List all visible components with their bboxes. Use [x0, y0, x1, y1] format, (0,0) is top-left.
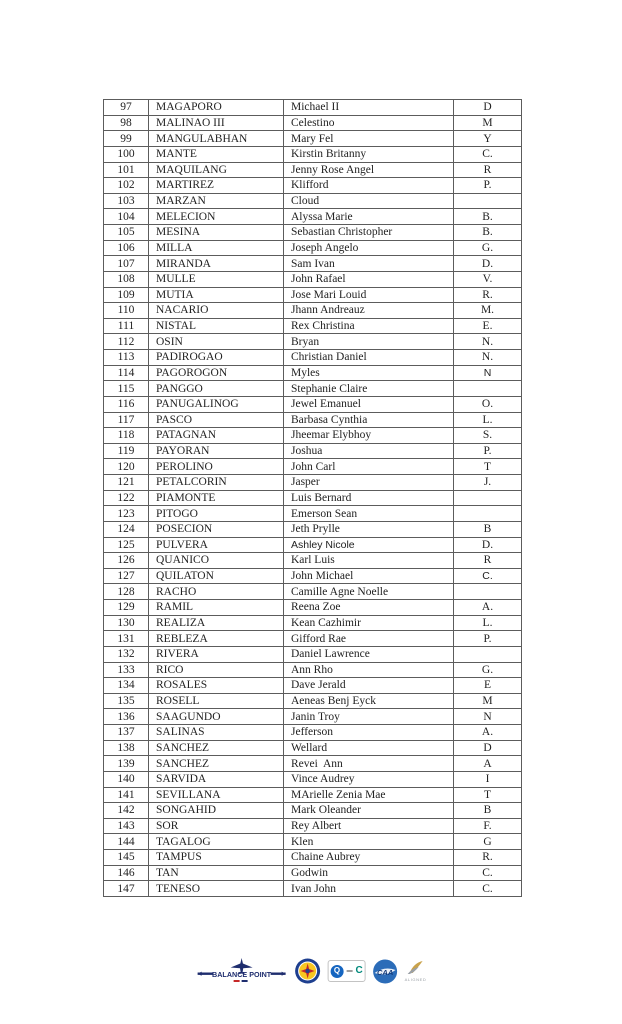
cell-first-name: Revei Ann	[284, 756, 454, 772]
table-row	[104, 568, 522, 584]
cell-middle-initial: G.	[454, 240, 522, 256]
cell-first-name: Kean Cazhimir	[284, 615, 454, 631]
cell-first-name: Godwin	[284, 865, 454, 881]
cell-first-name: MArielle Zenia Mae	[284, 787, 454, 803]
quality-cert-icon: Q	[330, 965, 343, 978]
cell-middle-initial: V.	[454, 271, 522, 287]
cell-first-name: Chaine Aubrey	[284, 850, 454, 866]
cell-surname: SALINAS	[149, 725, 284, 741]
cell-number: 132	[104, 646, 149, 662]
table-row	[104, 225, 522, 241]
cell-first-name: Jewel Emanuel	[284, 396, 454, 412]
conformity-cert-icon: C	[355, 965, 363, 976]
table-row	[104, 271, 522, 287]
cell-first-name: Jeth Prylle	[284, 521, 454, 537]
cell-first-name: Jefferson	[284, 725, 454, 741]
cell-surname: REALIZA	[149, 615, 284, 631]
cell-number: 109	[104, 287, 149, 303]
cell-middle-initial: B	[454, 803, 522, 819]
cell-number: 105	[104, 225, 149, 241]
table-row	[104, 381, 522, 397]
cell-surname: MAQUILANG	[149, 162, 284, 178]
cell-surname: PATAGNAN	[149, 428, 284, 444]
cell-first-name: Jenny Rose Angel	[284, 162, 454, 178]
table-row	[104, 318, 522, 334]
table-row	[104, 834, 522, 850]
cell-middle-initial: I	[454, 771, 522, 787]
cell-middle-initial: J.	[454, 475, 522, 491]
table-row	[104, 693, 522, 709]
cell-first-name: Barbasa Cynthia	[284, 412, 454, 428]
airplane-icon	[196, 957, 288, 985]
cell-first-name: John Rafael	[284, 271, 454, 287]
cell-middle-initial: D.	[454, 256, 522, 272]
cell-middle-initial: T	[454, 787, 522, 803]
cell-surname: MUTIA	[149, 287, 284, 303]
table-row	[104, 287, 522, 303]
cell-number: 139	[104, 756, 149, 772]
cell-middle-initial: Y	[454, 131, 522, 147]
cell-middle-initial: A.	[454, 600, 522, 616]
cell-first-name: Ashley Nicole	[284, 537, 454, 553]
cell-middle-initial: D.	[454, 537, 522, 553]
cell-first-name: Gifford Rae	[284, 631, 454, 647]
cell-first-name: Daniel Lawrence	[284, 646, 454, 662]
cell-first-name: Klifford	[284, 178, 454, 194]
cell-middle-initial: R	[454, 553, 522, 569]
cell-first-name: Myles	[284, 365, 454, 381]
cell-first-name: Kirstin Britanny	[284, 146, 454, 162]
cell-first-name: John Carl	[284, 459, 454, 475]
cell-middle-initial: R	[454, 162, 522, 178]
cell-surname: MANTE	[149, 146, 284, 162]
cell-middle-initial: N	[454, 365, 522, 381]
cell-surname: TENESO	[149, 881, 284, 897]
table-row	[104, 740, 522, 756]
table-row	[104, 881, 522, 897]
cell-surname: PIAMONTE	[149, 490, 284, 506]
cell-number: 102	[104, 178, 149, 194]
cell-surname: MILLA	[149, 240, 284, 256]
cell-first-name: Janin Troy	[284, 709, 454, 725]
table-row	[104, 131, 522, 147]
cell-middle-initial: R.	[454, 850, 522, 866]
cell-middle-initial: D	[454, 740, 522, 756]
cell-first-name: Aeneas Benj Eyck	[284, 693, 454, 709]
cell-middle-initial: M	[454, 115, 522, 131]
cell-number: 137	[104, 725, 149, 741]
cell-surname: REBLEZA	[149, 631, 284, 647]
table-row	[104, 334, 522, 350]
cell-surname: SONGAHID	[149, 803, 284, 819]
cell-surname: NISTAL	[149, 318, 284, 334]
cell-first-name: Sebastian Christopher	[284, 225, 454, 241]
balance-point-logo	[196, 957, 288, 985]
cell-first-name: Mark Oleander	[284, 803, 454, 819]
cell-middle-initial: C.	[454, 568, 522, 584]
cell-number: 122	[104, 490, 149, 506]
table-row	[104, 615, 522, 631]
cell-number: 100	[104, 146, 149, 162]
cell-first-name: Bryan	[284, 334, 454, 350]
cell-first-name: Luis Bernard	[284, 490, 454, 506]
cell-first-name: Cloud	[284, 193, 454, 209]
table-row	[104, 584, 522, 600]
cell-middle-initial: C.	[454, 146, 522, 162]
cell-number: 106	[104, 240, 149, 256]
cell-surname: SANCHEZ	[149, 740, 284, 756]
cell-surname: SARVIDA	[149, 771, 284, 787]
cell-middle-initial: E.	[454, 318, 522, 334]
cell-middle-initial: B.	[454, 225, 522, 241]
table-row	[104, 193, 522, 209]
cell-number: 125	[104, 537, 149, 553]
cell-surname: QUANICO	[149, 553, 284, 569]
cell-surname: RICO	[149, 662, 284, 678]
cell-number: 103	[104, 193, 149, 209]
cell-surname: PEROLINO	[149, 459, 284, 475]
cell-middle-initial: C.	[454, 865, 522, 881]
table-row	[104, 365, 522, 381]
cell-middle-initial	[454, 506, 522, 522]
cell-first-name: Celestino	[284, 115, 454, 131]
cell-surname: TAGALOG	[149, 834, 284, 850]
cell-first-name: Alyssa Marie	[284, 209, 454, 225]
cell-surname: MAGAPORO	[149, 100, 284, 116]
cell-surname: MALINAO III	[149, 115, 284, 131]
cell-surname: PANUGALINOG	[149, 396, 284, 412]
cell-middle-initial: M	[454, 693, 522, 709]
cell-surname: RACHO	[149, 584, 284, 600]
cell-surname: SAAGUNDO	[149, 709, 284, 725]
cell-first-name: Mary Fel	[284, 131, 454, 147]
roster-table-body	[104, 100, 522, 897]
caa-logo	[373, 959, 398, 984]
cell-middle-initial: G	[454, 834, 522, 850]
cell-surname: PASCO	[149, 412, 284, 428]
cell-middle-initial	[454, 584, 522, 600]
cell-first-name: Joseph Angelo	[284, 240, 454, 256]
caa-label: CAA	[376, 967, 394, 977]
cell-number: 141	[104, 787, 149, 803]
roster-table	[103, 99, 522, 897]
cell-surname: MANGULABHAN	[149, 131, 284, 147]
cell-surname: SOR	[149, 818, 284, 834]
cell-number: 111	[104, 318, 149, 334]
cell-middle-initial: B.	[454, 209, 522, 225]
cell-first-name: Rex Christina	[284, 318, 454, 334]
table-row	[104, 600, 522, 616]
table-row	[104, 756, 522, 772]
cell-surname: PADIROGAO	[149, 350, 284, 366]
table-row	[104, 662, 522, 678]
cell-first-name: Rey Albert	[284, 818, 454, 834]
table-row	[104, 490, 522, 506]
cell-surname: RAMIL	[149, 600, 284, 616]
cell-first-name: John Michael	[284, 568, 454, 584]
table-row	[104, 412, 522, 428]
cell-surname: ROSELL	[149, 693, 284, 709]
cell-surname: MELECION	[149, 209, 284, 225]
cell-number: 130	[104, 615, 149, 631]
cell-number: 140	[104, 771, 149, 787]
table-row	[104, 725, 522, 741]
cell-number: 131	[104, 631, 149, 647]
cell-surname: PITOGO	[149, 506, 284, 522]
cell-number: 147	[104, 881, 149, 897]
cell-first-name: Joshua	[284, 443, 454, 459]
cell-number: 113	[104, 350, 149, 366]
cell-middle-initial	[454, 490, 522, 506]
cell-number: 104	[104, 209, 149, 225]
cell-number: 108	[104, 271, 149, 287]
cell-number: 99	[104, 131, 149, 147]
table-row	[104, 865, 522, 881]
table-row	[104, 506, 522, 522]
cell-middle-initial: G.	[454, 662, 522, 678]
cell-surname: QUILATON	[149, 568, 284, 584]
table-row	[104, 553, 522, 569]
table-row	[104, 178, 522, 194]
government-seal-icon	[295, 958, 321, 984]
certification-marks	[328, 960, 366, 982]
cell-surname: SEVILLANA	[149, 787, 284, 803]
cell-surname: SANCHEZ	[149, 756, 284, 772]
cell-middle-initial: R.	[454, 287, 522, 303]
table-row	[104, 459, 522, 475]
cell-number: 138	[104, 740, 149, 756]
cell-number: 136	[104, 709, 149, 725]
cell-surname: MULLE	[149, 271, 284, 287]
table-row	[104, 475, 522, 491]
bird-icon	[406, 960, 424, 976]
table-row	[104, 521, 522, 537]
cell-middle-initial: C.	[454, 881, 522, 897]
cell-first-name: Jose Mari Louid	[284, 287, 454, 303]
table-row	[104, 537, 522, 553]
cell-middle-initial: N.	[454, 350, 522, 366]
cell-number: 114	[104, 365, 149, 381]
cell-surname: OSIN	[149, 334, 284, 350]
cell-surname: NACARIO	[149, 303, 284, 319]
cell-number: 146	[104, 865, 149, 881]
cell-number: 110	[104, 303, 149, 319]
table-row	[104, 303, 522, 319]
cell-number: 117	[104, 412, 149, 428]
cell-surname: PAYORAN	[149, 443, 284, 459]
table-row	[104, 818, 522, 834]
cell-number: 127	[104, 568, 149, 584]
table-row	[104, 631, 522, 647]
cell-first-name: Dave Jerald	[284, 678, 454, 694]
cell-surname: TAN	[149, 865, 284, 881]
cell-middle-initial: E	[454, 678, 522, 694]
cell-number: 112	[104, 334, 149, 350]
cell-number: 144	[104, 834, 149, 850]
cell-middle-initial: S.	[454, 428, 522, 444]
cell-number: 128	[104, 584, 149, 600]
cell-middle-initial: L.	[454, 615, 522, 631]
table-row	[104, 443, 522, 459]
cell-middle-initial	[454, 381, 522, 397]
cell-number: 129	[104, 600, 149, 616]
cell-number: 134	[104, 678, 149, 694]
table-row	[104, 100, 522, 116]
cell-middle-initial: O.	[454, 396, 522, 412]
cell-first-name: Jhann Andreauz	[284, 303, 454, 319]
cell-middle-initial: A	[454, 756, 522, 772]
cell-middle-initial: N.	[454, 334, 522, 350]
table-row	[104, 803, 522, 819]
cell-middle-initial	[454, 646, 522, 662]
cell-first-name: Camille Agne Noelle	[284, 584, 454, 600]
cell-number: 135	[104, 693, 149, 709]
cell-first-name: Jheemar Elybhoy	[284, 428, 454, 444]
table-row	[104, 209, 522, 225]
table-row	[104, 678, 522, 694]
cell-surname: MIRANDA	[149, 256, 284, 272]
cell-middle-initial: B	[454, 521, 522, 537]
cell-first-name: Karl Luis	[284, 553, 454, 569]
cell-number: 97	[104, 100, 149, 116]
cell-surname: POSECION	[149, 521, 284, 537]
cell-number: 145	[104, 850, 149, 866]
table-row	[104, 115, 522, 131]
cell-surname: ROSALES	[149, 678, 284, 694]
cell-number: 101	[104, 162, 149, 178]
cell-surname: PETALCORIN	[149, 475, 284, 491]
cell-first-name: Stephanie Claire	[284, 381, 454, 397]
cell-middle-initial	[454, 193, 522, 209]
table-row	[104, 146, 522, 162]
cert-divider	[346, 970, 352, 972]
cell-middle-initial: L.	[454, 412, 522, 428]
cell-first-name: Wellard	[284, 740, 454, 756]
cell-first-name: Sam Ivan	[284, 256, 454, 272]
cell-number: 119	[104, 443, 149, 459]
cell-number: 142	[104, 803, 149, 819]
cell-first-name: Klen	[284, 834, 454, 850]
cell-number: 98	[104, 115, 149, 131]
cell-number: 116	[104, 396, 149, 412]
table-row	[104, 646, 522, 662]
cell-first-name: Ann Rho	[284, 662, 454, 678]
cell-surname: RIVERA	[149, 646, 284, 662]
cell-middle-initial: M.	[454, 303, 522, 319]
cell-first-name: Jasper	[284, 475, 454, 491]
cell-middle-initial: N	[454, 709, 522, 725]
cell-middle-initial: A.	[454, 725, 522, 741]
cell-first-name: Reena Zoe	[284, 600, 454, 616]
table-row	[104, 350, 522, 366]
table-row	[104, 240, 522, 256]
cell-first-name: Michael II	[284, 100, 454, 116]
cell-number: 118	[104, 428, 149, 444]
table-row	[104, 256, 522, 272]
cell-first-name: Christian Daniel	[284, 350, 454, 366]
cell-middle-initial: P.	[454, 443, 522, 459]
cell-first-name: Vince Audrey	[284, 771, 454, 787]
cell-number: 123	[104, 506, 149, 522]
cell-surname: TAMPUS	[149, 850, 284, 866]
cell-number: 115	[104, 381, 149, 397]
table-row	[104, 787, 522, 803]
cell-middle-initial: T	[454, 459, 522, 475]
cell-middle-initial: D	[454, 100, 522, 116]
cell-surname: PULVERA	[149, 537, 284, 553]
cell-number: 126	[104, 553, 149, 569]
cell-surname: PANGGO	[149, 381, 284, 397]
balance-point-label: BALANCE POINT	[212, 970, 272, 979]
table-row	[104, 850, 522, 866]
cell-first-name: Emerson Sean	[284, 506, 454, 522]
cell-surname: MESINA	[149, 225, 284, 241]
cell-middle-initial: P.	[454, 178, 522, 194]
cell-first-name: Ivan John	[284, 881, 454, 897]
table-row	[104, 162, 522, 178]
table-row	[104, 771, 522, 787]
footer-logo-strip	[196, 954, 427, 988]
cell-surname: MARZAN	[149, 193, 284, 209]
cell-number: 124	[104, 521, 149, 537]
aligned-label: ALIGNED	[404, 977, 427, 982]
cell-number: 133	[104, 662, 149, 678]
cell-middle-initial: F.	[454, 818, 522, 834]
cell-surname: PAGOROGON	[149, 365, 284, 381]
aligned-emblem	[405, 960, 427, 982]
cell-surname: MARTIREZ	[149, 178, 284, 194]
cell-middle-initial: P.	[454, 631, 522, 647]
cell-number: 121	[104, 475, 149, 491]
cell-number: 143	[104, 818, 149, 834]
table-row	[104, 709, 522, 725]
cell-number: 107	[104, 256, 149, 272]
table-row	[104, 428, 522, 444]
cell-number: 120	[104, 459, 149, 475]
table-row	[104, 396, 522, 412]
